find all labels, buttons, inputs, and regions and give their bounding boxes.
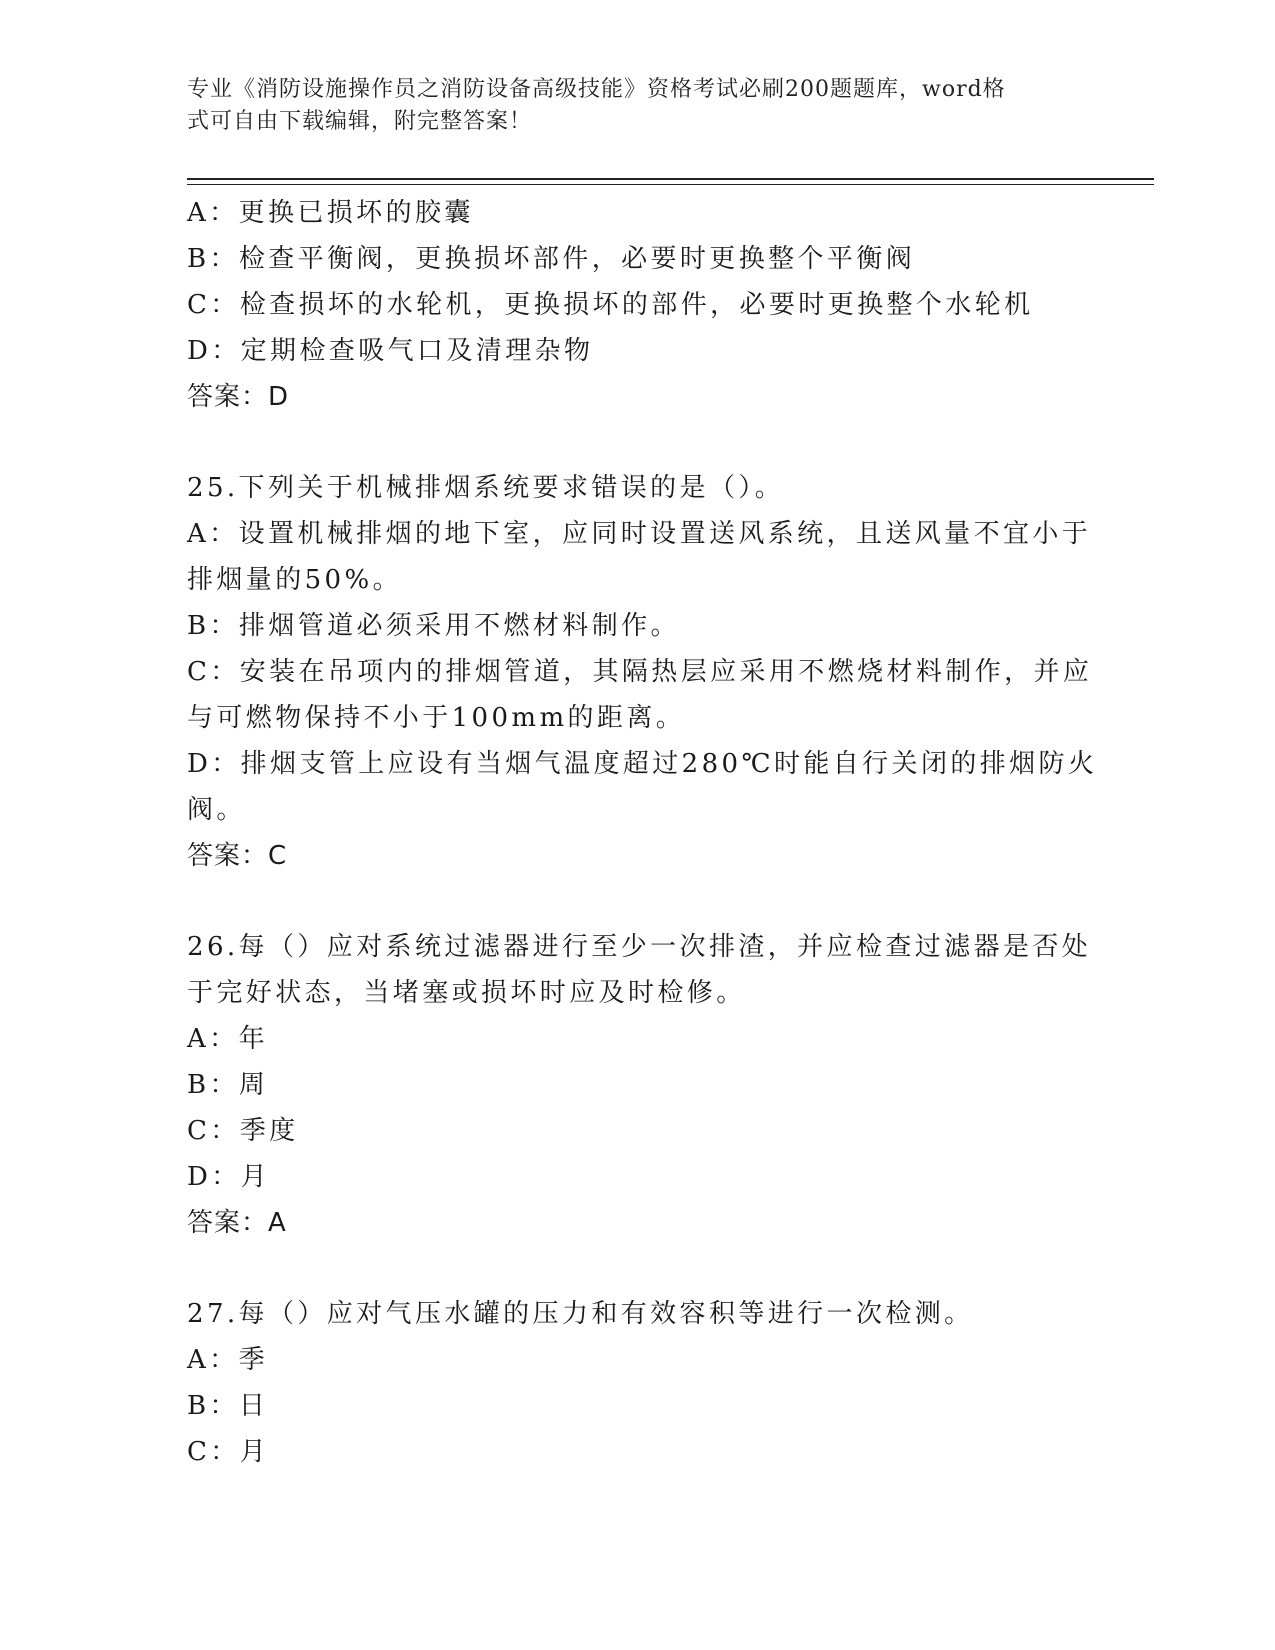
document-header — [187, 74, 1077, 138]
option-d-continued: 阀。 — [187, 795, 246, 825]
option-b: B：日 — [187, 1391, 269, 1421]
header-rule-thin — [187, 184, 1154, 185]
question-27-block — [187, 1291, 1087, 1475]
option-b: B：周 — [187, 1070, 269, 1100]
question-stem-continued: 于完好状态，当堵塞或损坏时应及时检修。 — [187, 978, 746, 1008]
option-a: A：季 — [187, 1345, 268, 1375]
option-c-continued: 与可燃物保持不小于100mm的距离。 — [187, 703, 686, 733]
header-rule-thick — [187, 178, 1154, 180]
option-c: C：安装在吊项内的排烟管道，其隔热层应采用不燃烧材料制作，并应 — [187, 657, 1093, 687]
header-line-2: 式可自由下载编辑，附完整答案！ — [187, 109, 533, 134]
option-d: D：定期检查吸气口及清理杂物 — [187, 336, 594, 366]
header-line-1: 专业《消防设施操作员之消防设备高级技能》资格考试必刷200题题库，word格 — [187, 77, 1006, 102]
answer-line: 答案：D — [187, 382, 290, 412]
question-stem: 26.每（）应对系统过滤器进行至少一次排渣，并应检查过滤器是否处 — [187, 932, 1092, 962]
option-c: C：季度 — [187, 1116, 299, 1146]
answer-line: 答案：A — [187, 1208, 287, 1238]
option-c: C：月 — [187, 1437, 270, 1467]
question-25-block — [187, 465, 1098, 879]
question-24-block — [187, 190, 1087, 420]
question-stem: 27.每（）应对气压水罐的压力和有效容积等进行一次检测。 — [187, 1299, 974, 1329]
question-stem: 25.下列关于机械排烟系统要求错误的是（）。 — [187, 473, 785, 503]
document-body — [187, 190, 1098, 1475]
question-26-block — [187, 924, 1092, 1246]
answer-line: 答案：C — [187, 841, 288, 871]
option-a: A：更换已损坏的胶囊 — [187, 198, 474, 228]
option-a-continued: 排烟量的50%。 — [187, 565, 402, 595]
option-d: D：排烟支管上应设有当烟气温度超过280℃时能自行关闭的排烟防火 — [187, 749, 1098, 779]
option-b: B：排烟管道必须采用不燃材料制作。 — [187, 611, 680, 641]
option-d: D：月 — [187, 1162, 271, 1192]
option-b: B：检查平衡阀，更换损坏部件，必要时更换整个平衡阀 — [187, 244, 916, 274]
option-a: A：设置机械排烟的地下室，应同时设置送风系统，且送风量不宜小于 — [187, 519, 1092, 549]
option-c: C：检查损坏的水轮机，更换损坏的部件，必要时更换整个水轮机 — [187, 290, 1034, 320]
option-a: A：年 — [187, 1024, 268, 1054]
